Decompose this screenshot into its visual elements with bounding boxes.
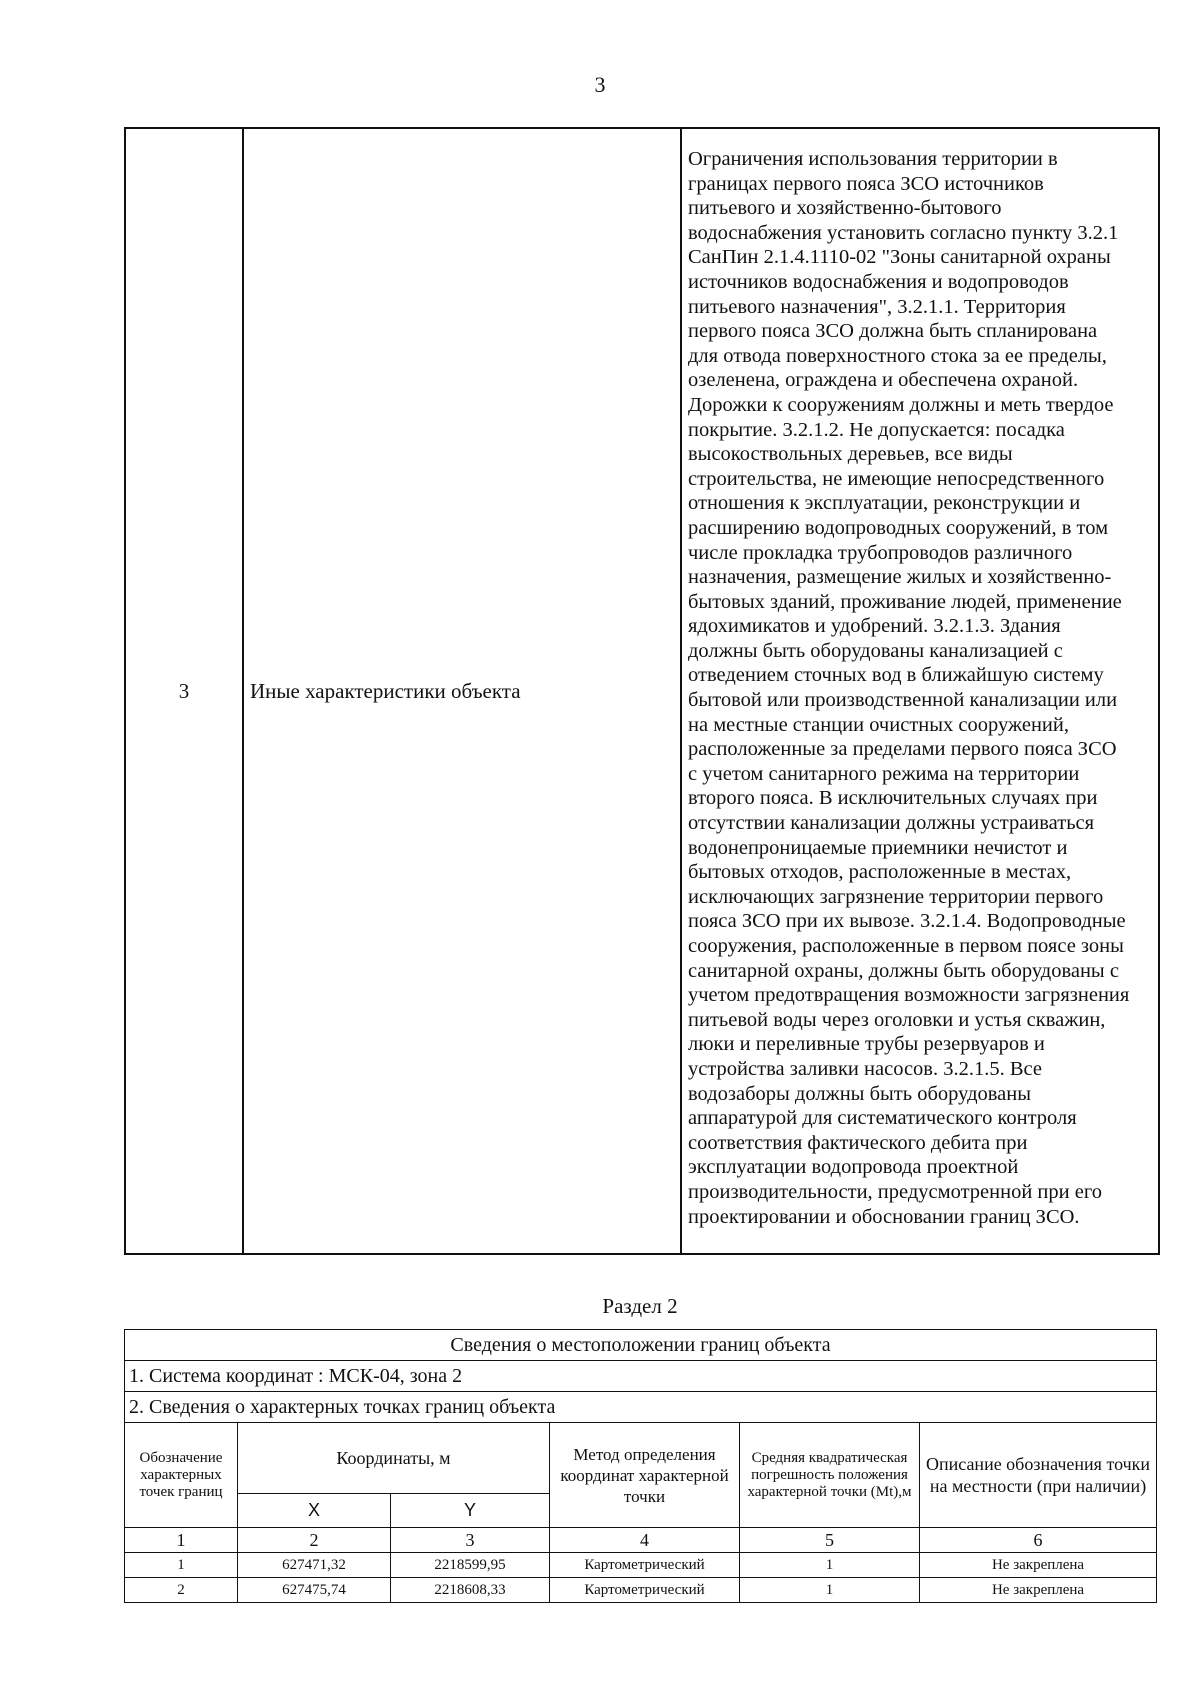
header-method: Метод определения координат характерной точки bbox=[550, 1423, 740, 1528]
coordinate-system: 1. Система координат : МСК-04, зона 2 bbox=[125, 1361, 1157, 1392]
header-error: Средняя квадратическая погрешность положения характерной точки (Mt),м bbox=[740, 1423, 920, 1528]
description-line: второго пояса. В исключительных случаях при bbox=[688, 787, 1098, 810]
description-line: покрытие. 3.2.1.2. Не допускается: посадка bbox=[688, 418, 1065, 441]
description-line: первого пояса ЗСО должна быть спланирована bbox=[688, 320, 1098, 343]
description-line: отведением сточных вод в ближайшую систему bbox=[688, 664, 1104, 687]
description-line: на местные станции очистных сооружений, bbox=[688, 713, 1069, 736]
description-line: назначения, размещение жилых и хозяйственно- bbox=[688, 566, 1112, 589]
description-line: питьевого назначения", 3.2.1.1. Территория bbox=[688, 295, 1066, 318]
column-number: 4 bbox=[550, 1528, 740, 1553]
description-line: водонепроницаемые приемники нечистот и bbox=[688, 836, 1068, 859]
point-number: 2 bbox=[125, 1578, 238, 1603]
header-x: X bbox=[238, 1494, 391, 1528]
description-line: расположенные за пределами первого пояса ЗСО bbox=[688, 738, 1117, 761]
characteristic-name-cell: Иные характеристики объекта bbox=[243, 128, 681, 1254]
column-number: 1 bbox=[125, 1528, 238, 1553]
header-y: Y bbox=[391, 1494, 550, 1528]
column-number: 3 bbox=[391, 1528, 550, 1553]
description-line: исключающих загрязнение территории первого bbox=[688, 885, 1104, 908]
point-description: Не закреплена bbox=[920, 1578, 1157, 1603]
column-number: 6 bbox=[920, 1528, 1157, 1553]
description-line: производительности, предусмотренной при его bbox=[688, 1180, 1102, 1203]
description-line: границах первого пояса ЗСО источников bbox=[688, 172, 1044, 195]
description-line: сооружения, расположенные в первом поясе зоны bbox=[688, 935, 1124, 957]
description-line: санитарной охраны, должны быть оборудованы с bbox=[688, 959, 1119, 982]
description-line: водоснабжения установить согласно пункту 3.2.1 bbox=[688, 221, 1119, 244]
description-line: для отвода поверхностного стока за ее пределы, bbox=[688, 344, 1107, 367]
error-value: 1 bbox=[740, 1553, 920, 1578]
method: Картометрический bbox=[550, 1578, 740, 1603]
description-line: источников водоснабжения и водопроводов bbox=[688, 270, 1069, 293]
description-line: расширению водопроводных сооружений, в том bbox=[688, 516, 1109, 539]
boundary-points-table bbox=[124, 1329, 1157, 1603]
column-number: 2 bbox=[238, 1528, 391, 1553]
description-line: отношения к эксплуатации, реконструкции и bbox=[688, 492, 1081, 515]
description-line: соответствия фактического дебита при bbox=[688, 1131, 1028, 1154]
description-line: числе прокладка трубопроводов различного bbox=[688, 541, 1073, 564]
description-line: отсутствии канализации должны устраиваться bbox=[688, 812, 1095, 835]
point-description: Не закреплена bbox=[920, 1553, 1157, 1578]
object-characteristics-table bbox=[124, 127, 1160, 1255]
row-number-cell: 3 bbox=[125, 128, 243, 1254]
method: Картометрический bbox=[550, 1553, 740, 1578]
description-line: водозаборы должны быть оборудованы bbox=[688, 1082, 1032, 1105]
coordinate-y: 2218599,95 bbox=[391, 1553, 550, 1578]
coordinate-x: 627475,74 bbox=[238, 1578, 391, 1603]
description-line: эксплуатации водопровода проектной bbox=[688, 1156, 1019, 1179]
section-title: Раздел 2 bbox=[602, 1294, 678, 1318]
column-numbers-row bbox=[125, 1528, 1157, 1553]
description-line: пояса ЗСО при их вывозе. 3.2.1.4. Водопроводные bbox=[688, 910, 1126, 933]
description-line: люки и переливные трубы резервуаров и bbox=[688, 1033, 1045, 1056]
description-line: бытовых зданий, проживание людей, применение bbox=[688, 590, 1122, 613]
description-line: должны быть оборудованы канализацией с bbox=[688, 639, 1063, 662]
description-line: строительства, не имеющие непосредственного bbox=[688, 467, 1105, 490]
header-description: Описание обозначения точки на местности (при наличии) bbox=[920, 1423, 1157, 1528]
description-line: питьевой воды через оголовки и устья скважин, bbox=[688, 1008, 1106, 1031]
description-line: озеленена, ограждена и обеспечена охраной. bbox=[688, 369, 1079, 392]
description-line: проектировании и обосновании границ ЗСО. bbox=[688, 1205, 1080, 1228]
point-number: 1 bbox=[125, 1553, 238, 1578]
description-line: бытовых отходов, расположенные в местах, bbox=[688, 861, 1072, 884]
description-line: устройства заливки насосов. 3.2.1.5. Все bbox=[688, 1057, 1042, 1080]
description-line: аппаратурой для систематического контроля bbox=[688, 1107, 1077, 1130]
description-line: учетом предотвращения возможности загрязнения bbox=[688, 984, 1130, 1007]
page-number: 3 bbox=[594, 72, 606, 97]
description-line: питьевого и хозяйственно-бытового bbox=[688, 197, 1002, 220]
table-title: Сведения о местоположении границ объекта bbox=[125, 1330, 1157, 1361]
description-line: Дорожки к сооружениям должны и меть твердое bbox=[688, 393, 1114, 416]
table-row bbox=[125, 1578, 1157, 1603]
column-number: 5 bbox=[740, 1528, 920, 1553]
description-text bbox=[688, 147, 1154, 1229]
points-heading: 2. Сведения о характерных точках границ объекта bbox=[125, 1392, 1157, 1423]
header-coordinates: Координаты, м bbox=[238, 1423, 550, 1494]
coordinate-x: 627471,32 bbox=[238, 1553, 391, 1578]
description-line: высокоствольных деревьев, все виды bbox=[688, 443, 1013, 466]
error-value: 1 bbox=[740, 1578, 920, 1603]
description-line: Ограничения использования территории в bbox=[688, 148, 1058, 170]
description-line: бытовой или производственной канализации или bbox=[688, 689, 1118, 712]
coordinate-y: 2218608,33 bbox=[391, 1578, 550, 1603]
characteristic-description-cell bbox=[681, 128, 1159, 1254]
table-row bbox=[125, 128, 1159, 1254]
description-line: СанПин 2.1.4.1110-02 "Зоны санитарной охраны bbox=[688, 246, 1111, 269]
table-row bbox=[125, 1553, 1157, 1578]
description-line: ядохимикатов и удобрений. 3.2.1.3. Здания bbox=[688, 615, 1061, 638]
header-designation: Обозначение характерных точек границ bbox=[125, 1423, 238, 1528]
description-line: с учетом санитарного режима на территории bbox=[688, 762, 1080, 785]
